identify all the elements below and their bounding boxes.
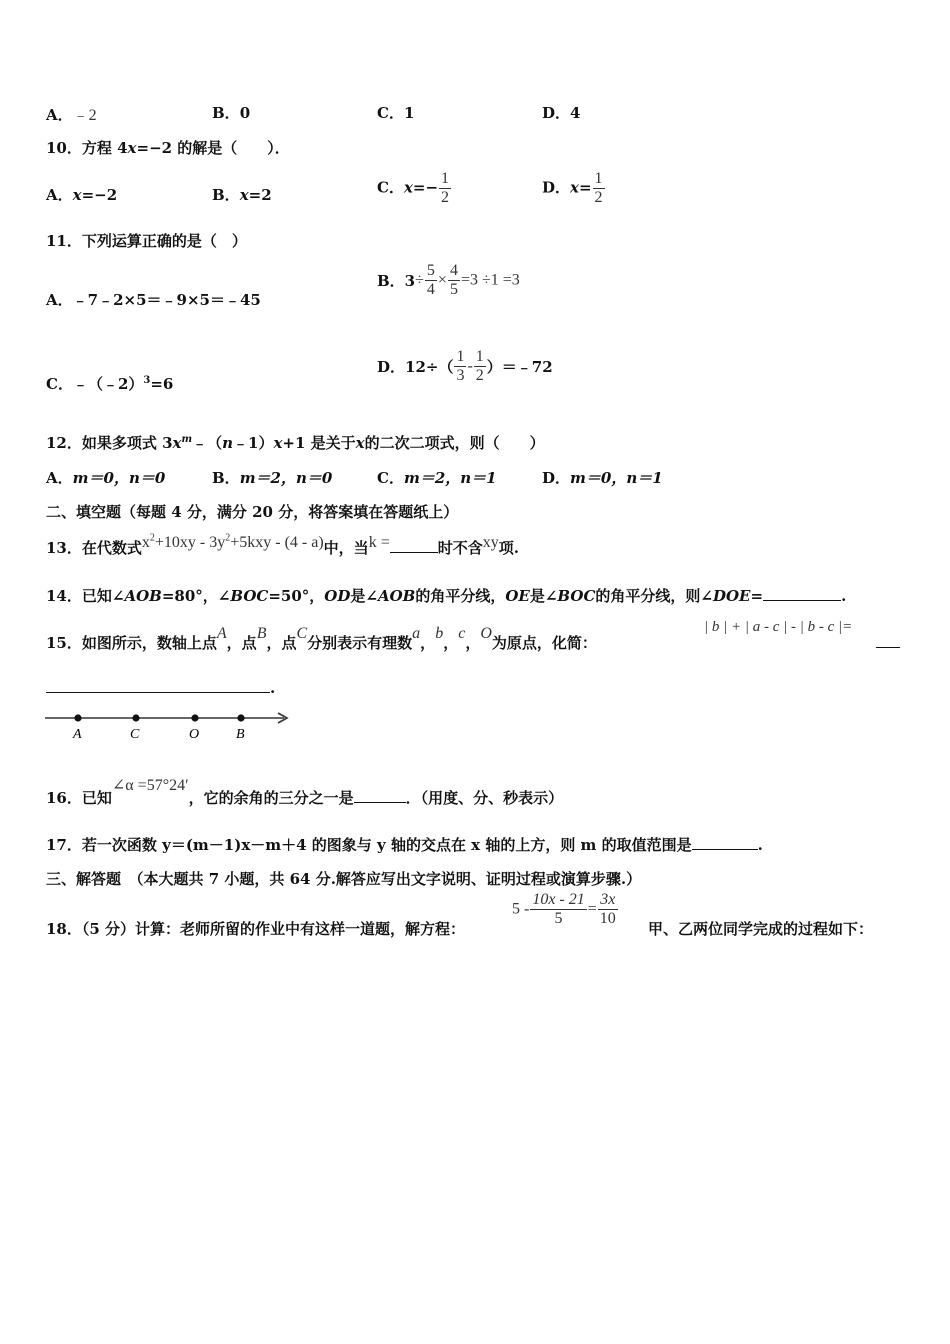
variable: x xyxy=(273,434,283,452)
stem-text: ﹣（ xyxy=(192,434,223,452)
denominator: 10 xyxy=(599,910,616,927)
fraction xyxy=(448,262,460,299)
option-label: C．﹣（﹣2） xyxy=(46,375,144,393)
q9-option-a xyxy=(46,102,97,125)
stem-text: 16．已知 xyxy=(46,789,112,807)
option-value: m＝2，n＝0 xyxy=(239,469,333,487)
answer-blank[interactable] xyxy=(354,802,406,803)
exponent: m xyxy=(181,434,193,445)
q9-option-b xyxy=(212,102,250,123)
stem-text: ．（用度、分、秒表示） xyxy=(405,789,564,807)
fraction xyxy=(530,891,586,928)
q11-option-d xyxy=(377,348,553,385)
numerator: 1 xyxy=(456,348,465,365)
answer-blank-start[interactable] xyxy=(876,647,900,648)
option-label: D． xyxy=(542,178,571,197)
numerator: 1 xyxy=(475,348,484,365)
stem-text: 12．如果多项式 3 xyxy=(46,434,173,452)
stem-text: ﹣1） xyxy=(233,434,274,452)
option-label: A． xyxy=(46,106,73,124)
q11-option-b xyxy=(377,262,520,299)
option-label: D．12÷（ xyxy=(377,358,454,376)
denominator: 2 xyxy=(475,367,484,384)
axis-label-o: O xyxy=(189,727,200,742)
option-value: m＝2，n＝1 xyxy=(403,469,497,487)
section-heading-fill-in: 二、填空题（每题 4 分，满分 20 分，将答案填在答题纸上） xyxy=(46,503,459,521)
variable: n xyxy=(222,434,234,452)
denominator: 5 xyxy=(554,910,563,927)
q9-option-c xyxy=(377,102,414,123)
exponent: 3 xyxy=(143,375,151,386)
operator: ÷ xyxy=(415,271,424,289)
expr-part: +10xy - 3y xyxy=(154,534,226,551)
answer-blank[interactable] xyxy=(390,552,438,553)
stem-text: . xyxy=(270,679,276,697)
option-value: = xyxy=(578,178,592,197)
option-label: A． xyxy=(46,469,73,487)
q13-stem xyxy=(46,531,519,557)
option-label: C． xyxy=(377,104,404,122)
q10-option-c xyxy=(377,170,452,207)
stem-text: 是∠ xyxy=(350,587,378,605)
variable: x xyxy=(355,434,365,452)
stem-text: 的二次二项式，则（ ） xyxy=(364,434,545,452)
variable: x xyxy=(239,186,249,204)
denominator: 4 xyxy=(426,281,435,298)
stem-text: ，它的余角的三分之一是 xyxy=(188,789,354,807)
angle-name: BOC xyxy=(557,587,596,605)
q12-stem xyxy=(46,432,545,453)
operator: - xyxy=(467,357,473,375)
denominator: 5 xyxy=(449,281,458,298)
numerator: 3x xyxy=(598,891,618,910)
variable: x xyxy=(127,139,137,157)
stem-text: 13．在代数式 xyxy=(46,539,142,557)
option-value: 1 xyxy=(403,104,415,122)
operator: × xyxy=(437,271,447,289)
q15-expression: | b | + | a - c | - | b - c |= xyxy=(704,619,853,635)
number-line xyxy=(40,706,300,746)
fraction xyxy=(474,348,486,385)
variable: x xyxy=(570,178,579,197)
option-label: D． xyxy=(542,104,571,122)
q12-option-a xyxy=(46,467,165,488)
ray-name: OE xyxy=(505,587,530,605)
stem-text: 17．若一次函数 y＝(m－1)x－m＋4 的图象与 y 轴的交点在 x 轴的上方，则 m 的取值范围是 xyxy=(46,836,692,854)
angle-name: AOB xyxy=(377,587,416,605)
numerator: 1 xyxy=(441,170,450,187)
answer-blank[interactable] xyxy=(763,600,841,601)
expression: k = xyxy=(368,534,390,551)
exponent: 2 xyxy=(149,532,155,544)
fraction xyxy=(598,891,618,928)
point-o-dot xyxy=(191,714,198,721)
fraction xyxy=(593,170,605,207)
stem-text: 14．已知∠ xyxy=(46,587,125,605)
stem-text: +1 是关于 xyxy=(282,434,356,452)
q16-stem xyxy=(46,774,564,807)
stem-text: 时不含 xyxy=(437,539,483,557)
angle-name: DOE xyxy=(712,587,751,605)
q18-equation xyxy=(512,891,619,928)
option-label: B． xyxy=(212,186,240,204)
fraction xyxy=(439,170,451,207)
option-value: =−2 xyxy=(81,186,118,204)
q10-option-a xyxy=(46,184,117,205)
q10-option-b xyxy=(212,184,272,205)
expression: 5 - xyxy=(512,900,530,918)
stem-text: 项. xyxy=(498,539,519,557)
stem-text: 15．如图所示，数轴上点 xyxy=(46,634,217,652)
numerator: 1 xyxy=(594,170,603,187)
stem-text: ， xyxy=(420,634,436,652)
stem-text: ，点 xyxy=(226,634,257,652)
stem-text: 10．方程 4 xyxy=(46,139,128,157)
variable: x xyxy=(72,186,82,204)
expression: ∠α =57°24′ xyxy=(111,777,189,794)
q15-answer-line xyxy=(46,679,275,697)
stem-text: ， xyxy=(443,634,459,652)
stem-text: ，点 xyxy=(266,634,297,652)
answer-blank[interactable] xyxy=(692,849,758,850)
option-value: =6 xyxy=(150,375,174,393)
point-name: B xyxy=(256,625,267,642)
variable: a xyxy=(412,625,421,642)
point-b-dot xyxy=(237,714,244,721)
option-label: D． xyxy=(542,469,571,487)
option-value: 0 xyxy=(239,104,251,122)
option-value: =− xyxy=(412,178,439,197)
q11-option-c xyxy=(46,373,173,394)
answer-blank[interactable] xyxy=(46,692,270,693)
q11-stem: 11．下列运算正确的是（ ） xyxy=(46,232,247,250)
q10-option-d xyxy=(542,170,606,207)
stem-text: 为原点，化简： xyxy=(491,634,597,652)
stem-text: =80°，∠ xyxy=(161,587,231,605)
stem-text: ， xyxy=(465,634,481,652)
option-label: B． xyxy=(212,104,240,122)
variable: x xyxy=(403,178,413,197)
stem-text: 分别表示有理数 xyxy=(307,634,413,652)
option-label: B． xyxy=(212,469,240,487)
exponent: 2 xyxy=(225,532,231,544)
variable: x xyxy=(172,434,182,452)
expression: =3 ÷1 =3 xyxy=(460,271,520,289)
stem-text: . xyxy=(757,836,763,854)
option-label: C． xyxy=(377,469,404,487)
point-name: A xyxy=(216,625,227,642)
point-a-dot xyxy=(74,714,81,721)
q11-option-a: A．﹣7﹣2×5＝﹣9×5＝﹣45 xyxy=(46,291,261,309)
angle-name: BOC xyxy=(230,587,269,605)
expression: xy xyxy=(482,534,499,551)
fraction xyxy=(454,348,466,385)
option-value: m＝0，n＝1 xyxy=(570,469,663,487)
operator: = xyxy=(587,900,597,918)
numerator: 10x - 21 xyxy=(532,891,585,908)
option-label: C． xyxy=(377,178,404,197)
option-value: ）＝﹣72 xyxy=(486,358,553,376)
q10-stem xyxy=(46,137,290,158)
q18-stem: 18．（5 分）计算：老师所留的作业中有这样一道题，解方程： xyxy=(46,920,466,938)
q17-stem xyxy=(46,834,763,855)
fraction xyxy=(425,262,437,299)
angle-name: AOB xyxy=(124,587,162,605)
q14-stem xyxy=(46,585,846,606)
numerator: 5 xyxy=(426,262,435,279)
stem-text: . xyxy=(841,587,847,605)
option-label: B．3 xyxy=(377,272,416,290)
axis-label-b: B xyxy=(236,727,245,742)
denominator: 3 xyxy=(456,367,465,384)
point-c-dot xyxy=(132,714,139,721)
axis-label-a: A xyxy=(73,727,82,742)
expr-part: +5kxy - (4 - a) xyxy=(230,534,324,551)
expr-part: x xyxy=(141,534,150,551)
ray-name: OD xyxy=(324,587,351,605)
axis-label-c: C xyxy=(130,727,140,742)
variable: c xyxy=(458,625,466,642)
option-value: ﹣2 xyxy=(72,107,97,124)
q18-stem-tail: 甲、乙两位同学完成的过程如下： xyxy=(648,920,874,938)
stem-text: =50°， xyxy=(268,587,325,605)
numerator: 4 xyxy=(449,262,458,279)
option-value: 4 xyxy=(570,104,581,122)
option-value: m＝0，n＝0 xyxy=(72,469,166,487)
point-name: O xyxy=(480,625,492,642)
q12-option-d xyxy=(542,467,663,488)
denominator: 2 xyxy=(441,189,450,206)
denominator: 2 xyxy=(594,189,603,206)
variable: b xyxy=(435,625,444,642)
option-label: A． xyxy=(46,186,73,204)
q15-stem xyxy=(46,622,597,652)
q12-option-c xyxy=(377,467,497,488)
stem-text: 中，当 xyxy=(323,539,369,557)
option-value: =2 xyxy=(248,186,272,204)
stem-text: =−2 的解是（ ）． xyxy=(136,139,290,157)
q9-option-d xyxy=(542,102,580,123)
stem-text: 的角平分线，则∠ xyxy=(595,587,713,605)
expression xyxy=(142,534,324,551)
stem-text: 的角平分线， xyxy=(415,587,506,605)
point-name: C xyxy=(296,625,308,642)
stem-text: 是∠ xyxy=(529,587,558,605)
section-heading-solve: 三、解答题 （本大题共 7 小题，共 64 分.解答应写出文字说明、证明过程或演算步骤.） xyxy=(46,870,642,888)
q12-option-b xyxy=(212,467,332,488)
stem-text: = xyxy=(750,587,764,605)
